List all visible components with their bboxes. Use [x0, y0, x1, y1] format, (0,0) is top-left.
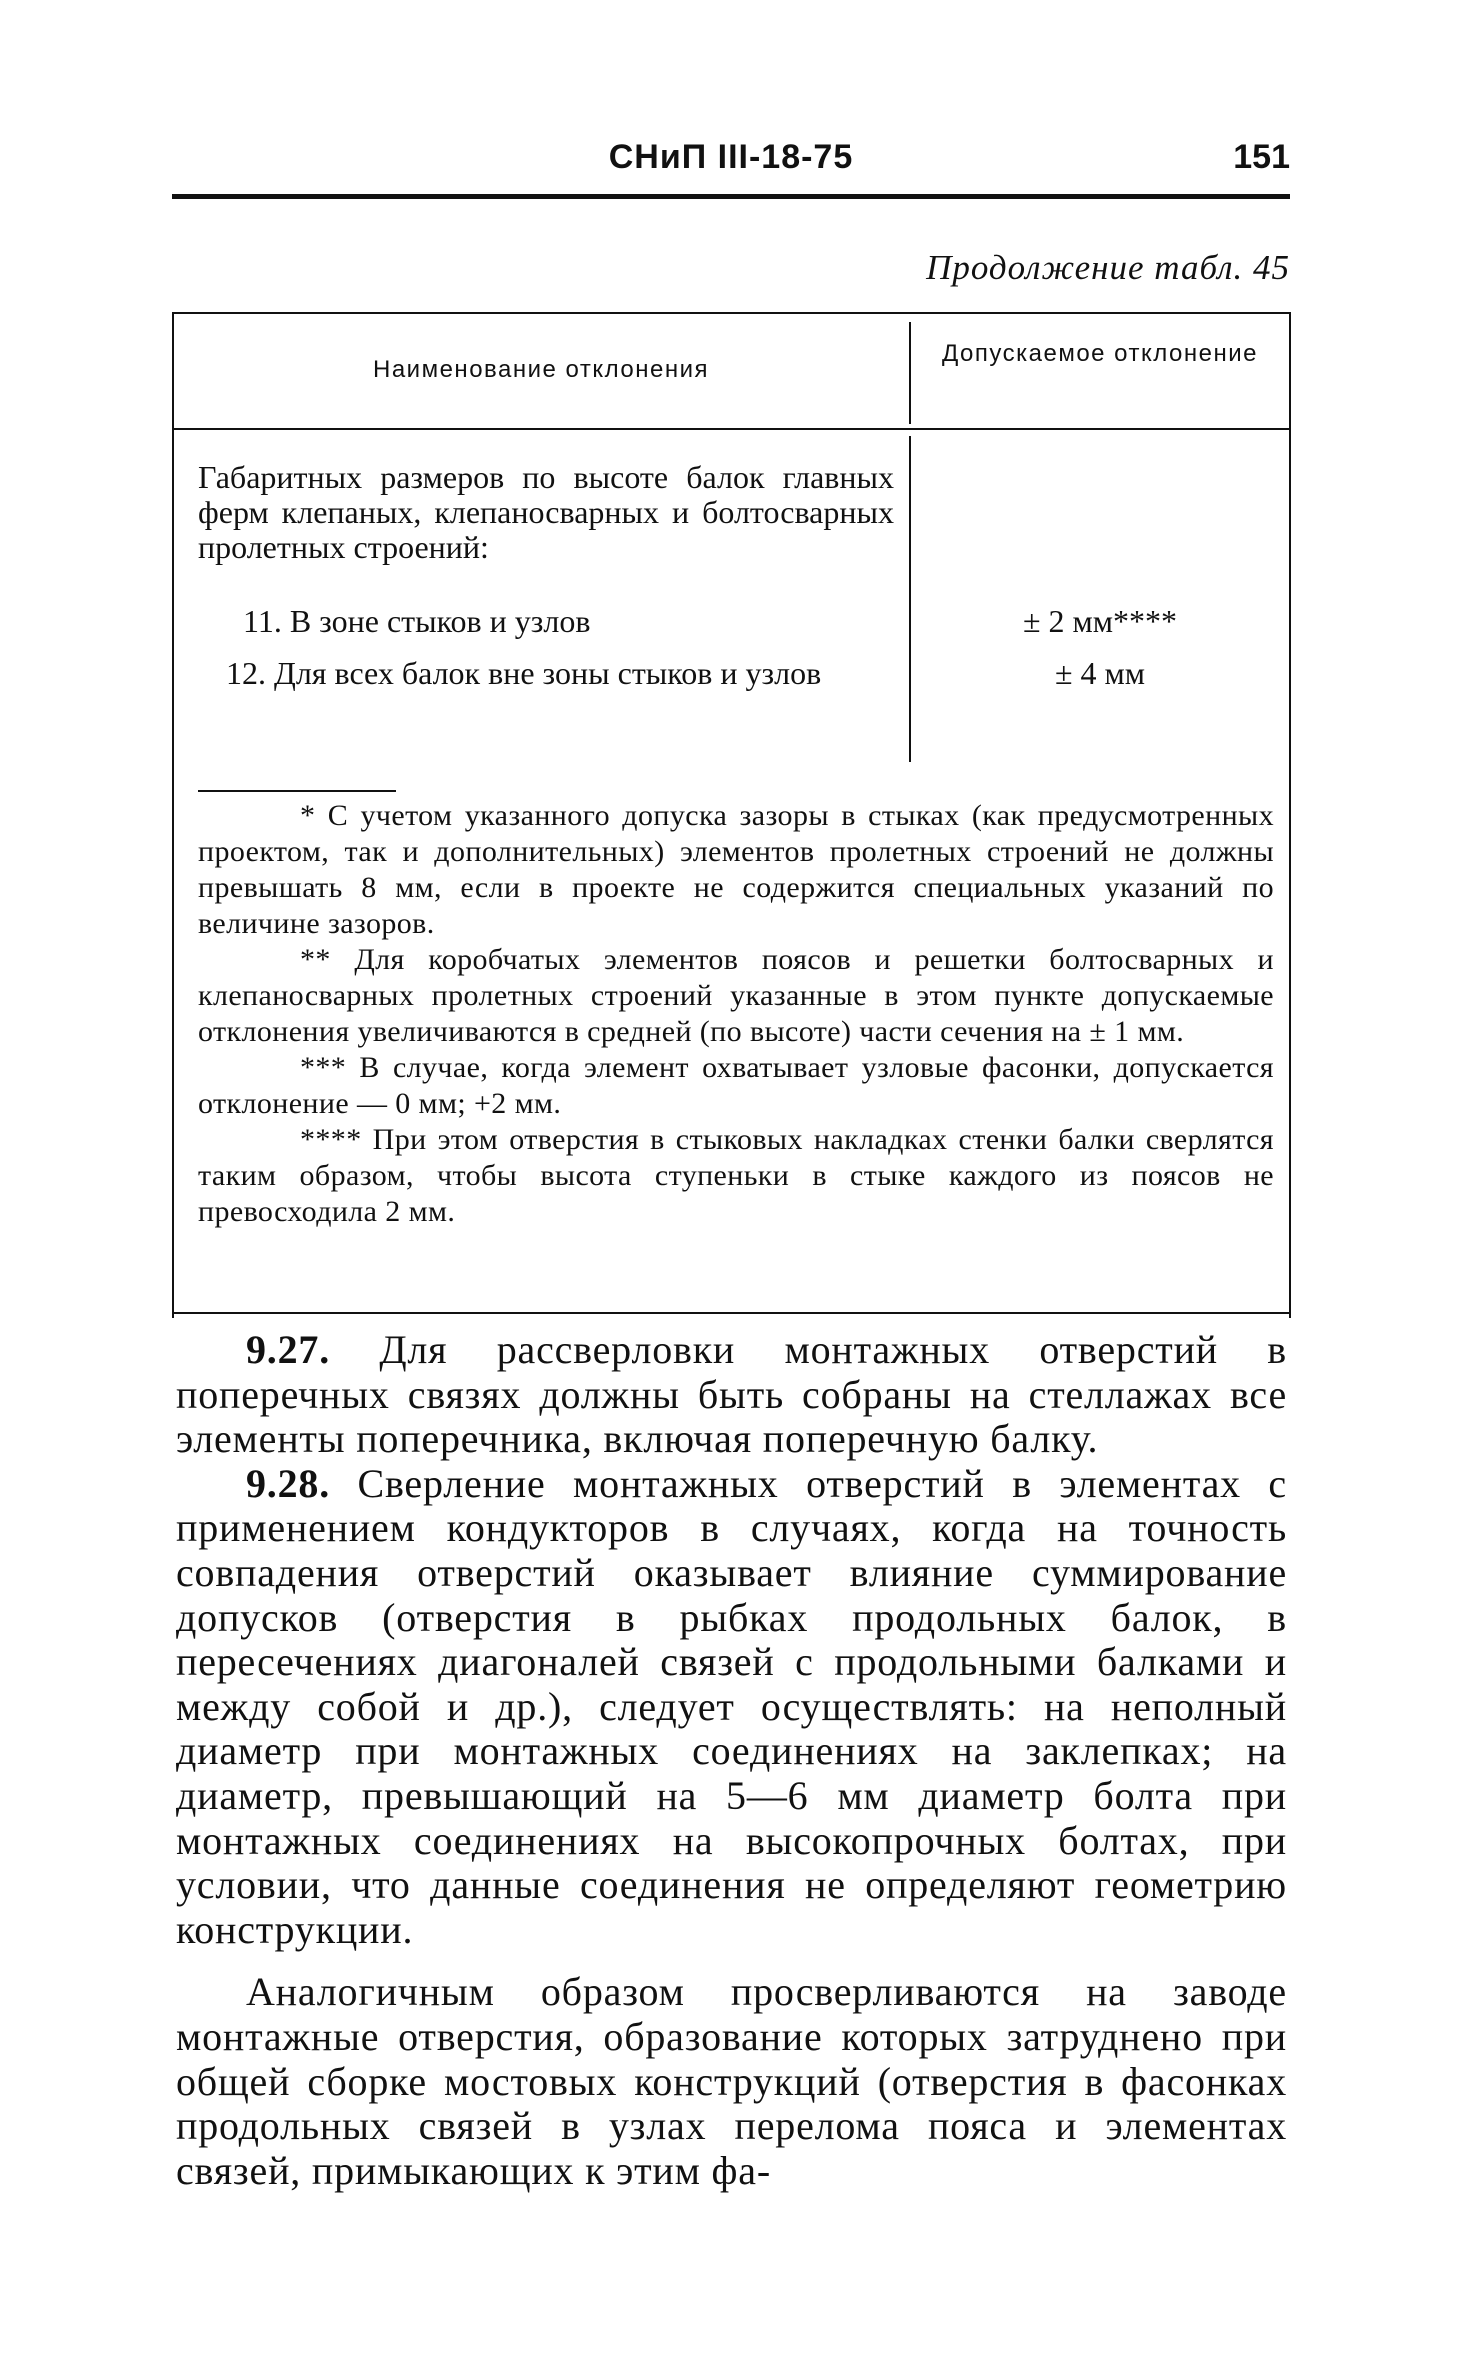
table-top-rule [172, 312, 1290, 314]
table-column-divider [909, 322, 911, 424]
header-rule [172, 194, 1290, 199]
running-header [172, 138, 1290, 188]
table-caption: Продолжение табл. 45 [926, 248, 1290, 287]
table-header-rule [172, 428, 1290, 430]
footnote: **** При этом отверстия в стыковых накладках стенки балки сверлятся таким образом, чтобы высота ступеньки в стыке каждого из поясов не превосходила 2 мм. [198, 1123, 1274, 1228]
document-code: СНиП III-18-75 [608, 138, 854, 176]
clause-number: 9.27. [246, 1327, 330, 1372]
frame-right-border [1289, 312, 1291, 1318]
clause-number: 9.28. [246, 1460, 330, 1506]
page-number: 151 [1233, 138, 1290, 176]
table-row-value: ± 4 мм [1054, 655, 1146, 691]
footnote-rule [198, 790, 396, 792]
footnote: * С учетом указанного допуска зазоры в стыках (как предусмотренных проектом, так и дополнительных) элементов пролетных строений не должны превышать 8 мм, если в проекте не содержится специальных указаний по величине зазоров. [198, 799, 1274, 940]
footnote: *** В случае, когда элемент охватывает узловые фасонки, допускается отклонение — 0 мм; +2 мм. [198, 1051, 1274, 1120]
column-header-name: Наименование отклонения [373, 356, 709, 383]
paragraph: Аналогичным образом просверливаются на заводе монтажные отверстия, образование которых затруднено при общей сборке мостовых конструкций (отверстия в фасонках продольных связей в узлах перелома пояса и элементах связей, примыкающих к этим фа- [176, 1969, 1287, 2193]
table-row-value: ± 2 мм**** [1022, 603, 1178, 639]
frame-bottom-border [172, 1312, 1290, 1314]
table-group-text: Габаритных размеров по высоте балок главных ферм клепаных, клепаносварных и болтосварных пролетных строений: [198, 459, 894, 565]
table-row-name: 12. Для всех балок вне зоны стыков и узлов [226, 655, 822, 691]
body-text [176, 1328, 1287, 2193]
table-row-name: 11. В зоне стыков и узлов [243, 603, 591, 639]
paragraph: 9.28. Сверление монтажных отверстий в элементах с применением кондукторов в случаях, когда на точность совпадения отверстий оказывает влияние суммирование допусков (отверстия в рыбках продольных балок, в пересечениях диагоналей связей с продольными балками и между собой и др.), следует осуществлять: на неполный диаметр при монтажных соединениях на заклепках; на диаметр, превышающий на 5—6 мм диаметр болта при монтажных соединениях на высокопрочных болтах, при условии, что данные соединения не определяют геометрию конструкции. [176, 1460, 1287, 1952]
footnote: ** Для коробчатых элементов поясов и решетки болтосварных и клепаносварных пролетных строений указанные в этом пункте допускаемые отклонения увеличиваются в средней (по высоте) части сечения на ± 1 мм. [198, 943, 1274, 1048]
paragraph: 9.27. Для рассверловки монтажных отверстий в поперечных связях должны быть собраны на стеллажах все элементы поперечника, включая поперечную балку. [176, 1327, 1287, 1462]
footnotes [198, 798, 1274, 1230]
frame-left-border [172, 312, 174, 1318]
column-header-tolerance: Допускаемое отклонение [942, 340, 1258, 367]
table-column-divider [909, 436, 911, 762]
